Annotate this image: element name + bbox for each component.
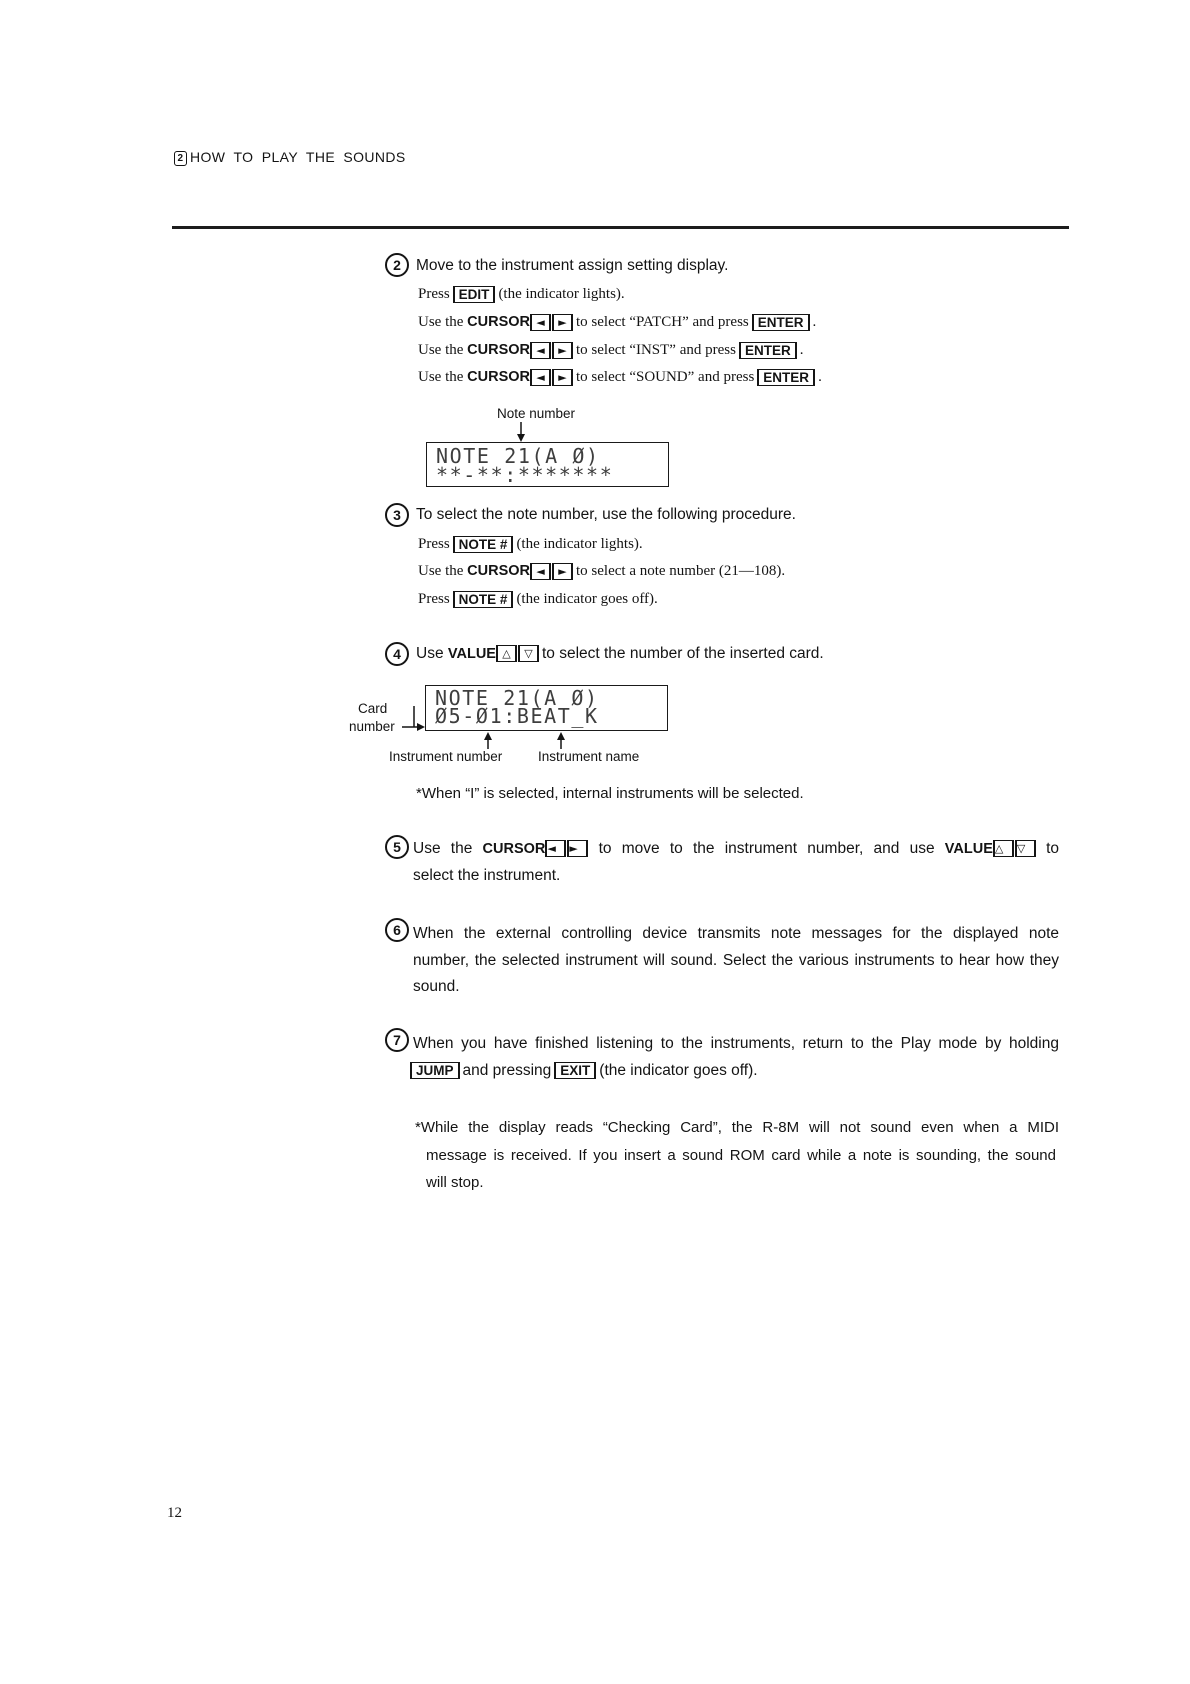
press-text: Press xyxy=(418,536,450,552)
step6-line-2: number, the selected instrument will sound. Select the various instruments to hear how they xyxy=(413,952,1059,969)
note-number-arrow xyxy=(515,421,527,443)
cursor-right-key xyxy=(552,342,573,359)
left-arrow-icon: ◄ xyxy=(536,344,545,358)
indicator-lights-text: (the indicator lights). xyxy=(498,286,625,302)
card-label: Card xyxy=(358,701,388,716)
cursor-right-key xyxy=(552,314,573,331)
right-arrow-icon: ► xyxy=(558,371,567,385)
select-patch-text: to select “PATCH” and press xyxy=(576,314,749,330)
section-number-box: 2 xyxy=(174,151,187,166)
footnote-line-1: *While the display reads “Checking Card”, the R-8M will not sound even when a MIDI xyxy=(415,1119,1059,1136)
step3-press-note-line xyxy=(418,534,643,554)
up-triangle-icon: △ xyxy=(502,647,511,661)
step6-line-3: sound. xyxy=(413,978,460,995)
indicator-off-text: (the indicator goes off). xyxy=(516,591,658,607)
up-triangle-icon: △ xyxy=(994,842,1004,856)
step2-select-sound-line xyxy=(418,367,822,387)
step3-heading: To select the note number, use the following procedure. xyxy=(416,506,796,523)
jump-key: JUMP xyxy=(410,1062,460,1079)
value-label: VALUE xyxy=(447,646,496,662)
right-arrow-icon: ► xyxy=(558,316,567,330)
lcd-display-instrument xyxy=(425,685,668,731)
exit-key: EXIT xyxy=(554,1062,596,1079)
cursor-right-key xyxy=(567,840,588,857)
enter-key: ENTER xyxy=(757,369,815,386)
value-up-key xyxy=(496,645,517,662)
left-arrow-icon: ◄ xyxy=(547,842,556,856)
indicator-lights-text: (the indicator lights). xyxy=(516,536,643,552)
value-down-key xyxy=(518,645,539,662)
section-title: HOW TO PLAY THE SOUNDS xyxy=(190,149,406,165)
step3-number-circle: 3 xyxy=(385,503,409,527)
cursor-right-key xyxy=(552,369,573,386)
footnote-line-2: message is received. If you insert a sound ROM card while a note is sounding, the sound xyxy=(426,1147,1056,1164)
step4-line xyxy=(416,644,824,664)
select-inst-text: to select “INST” and press xyxy=(576,342,736,358)
right-arrow-icon: ► xyxy=(569,842,578,856)
page-number: 12 xyxy=(167,1505,182,1521)
value-label: VALUE xyxy=(944,841,993,857)
use-the-text: Use the xyxy=(418,342,464,358)
select-card-text: to select the number of the inserted card. xyxy=(541,645,824,662)
header-rule xyxy=(172,226,1069,229)
step2-number-circle: 2 xyxy=(385,253,409,277)
footnote-line-3: will stop. xyxy=(426,1174,484,1191)
period-text: . xyxy=(812,314,817,330)
step4-number-circle: 4 xyxy=(385,642,409,666)
lcd-line-2: Ø5-Ø1:BEAT_K xyxy=(435,704,599,728)
use-the-text: Use the xyxy=(413,840,473,857)
right-arrow-icon: ► xyxy=(558,565,567,579)
card-number-label: number xyxy=(349,719,395,734)
note-key: NOTE # xyxy=(453,536,514,553)
instrument-name-label: Instrument name xyxy=(538,749,640,764)
period-text: . xyxy=(818,369,822,385)
cursor-left-key xyxy=(530,314,551,331)
value-down-key xyxy=(1015,840,1036,857)
left-arrow-icon: ◄ xyxy=(536,565,545,579)
step3-press-note-off-line xyxy=(418,589,658,609)
use-text: Use xyxy=(416,645,444,662)
select-sound-text: to select “SOUND” and press xyxy=(576,369,755,385)
internal-instruments-note: *When “I” is selected, internal instruments will be selected. xyxy=(416,785,804,802)
right-arrow-icon: ► xyxy=(558,344,567,358)
down-triangle-icon: ▽ xyxy=(524,647,533,661)
note-number-label: Note number xyxy=(497,406,576,421)
down-triangle-icon: ▽ xyxy=(1016,842,1026,856)
lcd-display-note xyxy=(426,442,669,487)
step7-line-1: When you have finished listening to the instruments, return to the Play mode by holding xyxy=(413,1035,1059,1052)
cursor-label: CURSOR xyxy=(482,841,546,857)
enter-key: ENTER xyxy=(739,342,797,359)
cursor-label: CURSOR xyxy=(467,342,530,358)
step2-press-edit-line xyxy=(418,284,625,304)
step5-line-2: select the instrument. xyxy=(413,867,561,884)
cursor-left-key xyxy=(530,369,551,386)
lcd-line-1: NOTE 21(A Ø) xyxy=(436,444,600,468)
step5-number-circle: 5 xyxy=(385,835,409,859)
period-text: . xyxy=(799,342,804,358)
left-arrow-icon: ◄ xyxy=(536,316,545,330)
cursor-label: CURSOR xyxy=(467,314,530,330)
step6-line-1: When the external controlling device transmits note messages for the displayed note xyxy=(413,925,1059,942)
cursor-left-key xyxy=(545,840,566,857)
step2-select-inst-line xyxy=(418,340,803,360)
use-the-text: Use the xyxy=(418,314,464,330)
note-key: NOTE # xyxy=(453,591,514,608)
move-to-instrument-text: to move to the instrument number, and use xyxy=(598,840,935,857)
card-number-arrow xyxy=(400,704,426,734)
step6-number-circle: 6 xyxy=(385,918,409,942)
and-pressing-text: and pressing xyxy=(462,1062,552,1079)
cursor-right-key xyxy=(552,563,573,580)
press-text: Press xyxy=(418,286,450,302)
arrow-head xyxy=(417,723,425,731)
step2-heading: Move to the instrument assign setting display. xyxy=(416,257,729,274)
select-note-text: to select a note number (21—108). xyxy=(576,563,786,579)
step7-line-2 xyxy=(407,1061,758,1081)
indicator-off-text: (the indicator goes off). xyxy=(599,1062,758,1079)
cursor-left-key xyxy=(530,563,551,580)
press-text: Press xyxy=(418,591,450,607)
step3-select-note-line xyxy=(418,561,785,581)
lcd-line-2: **-**:******* xyxy=(436,463,614,487)
cursor-label: CURSOR xyxy=(467,369,530,385)
cursor-left-key xyxy=(530,342,551,359)
step7-number-circle: 7 xyxy=(385,1028,409,1052)
step5-line-1 xyxy=(413,839,1059,859)
edit-key: EDIT xyxy=(453,286,496,303)
cursor-label: CURSOR xyxy=(467,563,530,579)
left-arrow-icon: ◄ xyxy=(536,371,545,385)
use-the-text: Use the xyxy=(418,563,464,579)
use-the-text: Use the xyxy=(418,369,464,385)
value-up-key xyxy=(993,840,1014,857)
to-text: to xyxy=(1046,840,1060,857)
enter-key: ENTER xyxy=(752,314,810,331)
step2-select-patch-line xyxy=(418,312,816,332)
lcd-line-1: NOTE 21(A Ø) xyxy=(435,686,599,710)
instrument-number-label: Instrument number xyxy=(389,749,503,764)
arrow-head xyxy=(517,434,525,442)
section-header xyxy=(174,147,406,167)
